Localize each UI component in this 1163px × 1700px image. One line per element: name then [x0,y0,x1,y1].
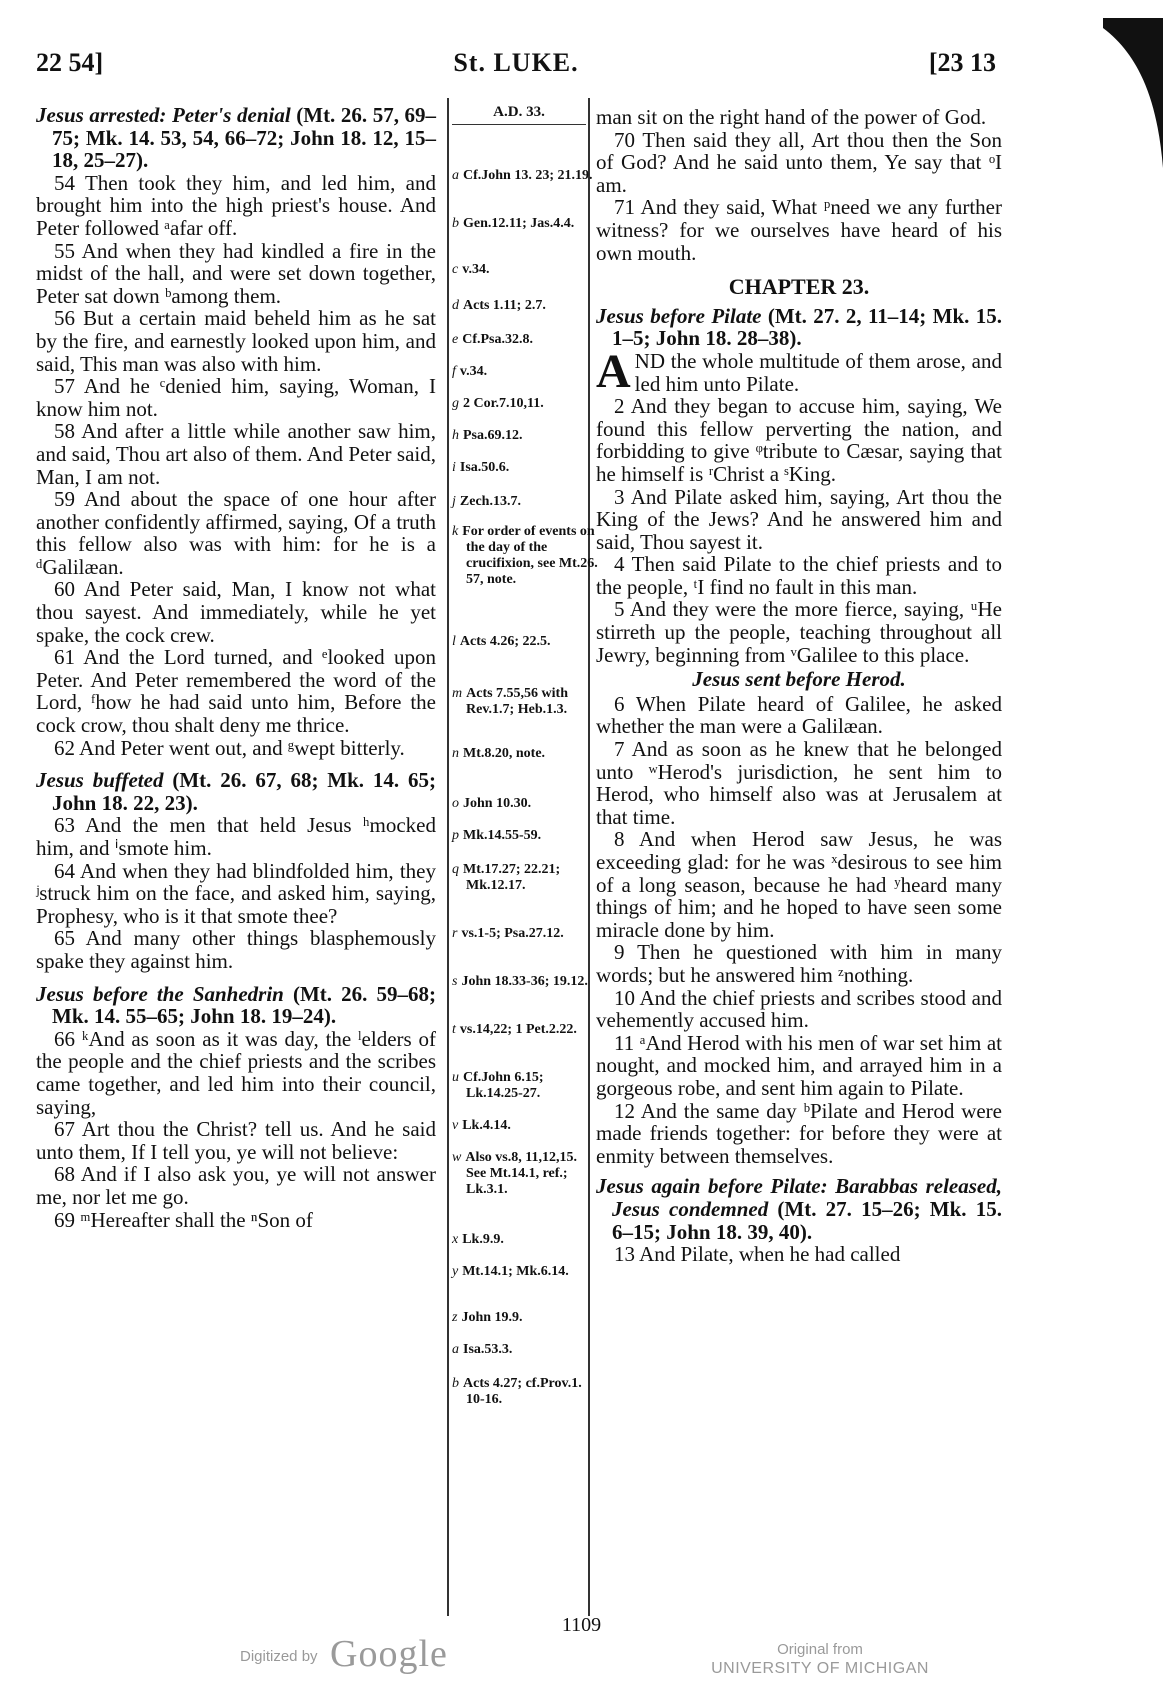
marginal-note [452,1150,600,1198]
marginal-note-key: f [452,364,456,379]
marginal-note [452,262,600,278]
verse: 64 And when they had blindfolded him, they ʲstruck him on the face, and asked him, saying, Prophesy, who is it that smote thee? [36,858,436,928]
marginal-note-key: d [452,298,459,313]
verse-69-continuation: man sit on the right hand of the power of God. [596,105,987,129]
marginal-note [452,1310,600,1326]
verse: 66 ᵏAnd as soon as it was day, the ˡelders of the people and the chief priests and the scribes came together, and led him into their council, saying, [36,1026,436,1119]
section-heading-herod: Jesus sent before Herod. [692,667,906,692]
verse: 60 And Peter said, Man, I know not what thou sayest. And immediately, while he yet spake, the cock crew. [36,577,436,647]
section-heading-title: Jesus buffeted [36,768,164,793]
verse: 68 And if I also ask you, ye will not answer me, nor let me go. [36,1162,436,1209]
marginal-note-key: t [452,1022,456,1037]
marginal-note [452,494,600,510]
verse-23-12: 12 And the same day ᵇPilate and Herod were made friends together: for before they were at enmity between themselves. [596,1098,1002,1168]
marginal-note-key: c [452,262,459,277]
verse: 67 Art thou the Christ? tell us. And he said unto them, If I tell you, ye will not believe: [36,1117,436,1164]
verse-23-8: 8 And when Herod saw Jesus, he was exceeding glad: for he was ˣdesirous to see him of a long season, because he had ʸheard many things of him; and he hoped to have seen some miracle done by him. [596,827,1002,942]
marginal-note-key: m [452,686,463,701]
marginal-note-key: o [452,796,459,811]
marginal-note [452,168,600,184]
page-header [36,48,996,88]
digitized-by-label: Digitized by [240,1648,318,1665]
verse: 69 ᵐHereafter shall the ⁿSon of [54,1207,313,1232]
marginal-note-text: Acts 1.11; 2.7. [463,298,546,313]
section-heading [36,983,436,1028]
marginal-note [452,332,600,348]
verse-23-3: 3 And Pilate asked him, saying, Art thou the King of the Jews? And he answered him and said, Thou sayest it. [596,484,1002,554]
marginal-note [452,460,600,476]
marginal-note [452,396,600,412]
marginal-note-key: j [452,494,456,509]
marginal-note [452,926,600,942]
header-book-title: St. LUKE. [453,48,579,77]
marginal-note-text: Gen.12.11; Jas.4.4. [463,216,575,231]
marginal-note-key: p [452,828,459,843]
marginal-note [452,796,600,812]
original-from-label: Original from [777,1641,863,1658]
marginal-note-text: Acts 7.55,56 with Rev.1.7; Heb.1.3. [466,686,569,717]
marginal-note-text: Also vs.8, 11,12,15. See Mt.14.1, ref.; Lk.3.1. [465,1150,577,1197]
marginal-note-key: k [452,524,459,539]
marginal-note [452,1376,600,1408]
verse-23-7: 7 And as soon as he knew that he belonged unto ʷHerod's jurisdiction, he sent him to Herod, who himself also was at Jerusalem at that time. [596,737,1002,829]
marginal-note-text: John 19.9. [461,1310,523,1325]
marginal-note [452,1264,600,1280]
marginal-references-column [452,104,598,1407]
marginal-note [452,974,600,990]
marginal-note-text: Acts 4.26; 22.5. [459,634,551,649]
marginal-note-text: John 18.33-36; 19.12. [461,974,588,989]
verse-23-1: AND the whole multitude of them arose, and led him unto Pilate. [596,344,1002,398]
verse-23-13: 13 And Pilate, when he had called [614,1242,901,1267]
section-heading-title: Jesus before the Sanhedrin [36,981,284,1006]
verse: 56 But a certain maid beheld him as he sat by the fire, and earnestly looked upon him, and said, This man was also with him. [36,306,436,376]
marginal-note-key: b [452,216,459,231]
marginal-note-text: vs.1-5; Psa.27.12. [461,926,564,941]
verse-23-4: 4 Then said Pilate to the chief priests and to the people, ᵗI find no fault in this man. [596,552,1002,599]
marginal-note [452,746,600,762]
chapter-heading: CHAPTER 23. [728,274,870,300]
marginal-note-text: Mk.14.55-59. [463,828,542,843]
marginal-note-key: x [452,1232,459,1247]
column-divider-left [447,98,449,1616]
marginal-note [452,862,600,894]
verse-70: 70 Then said they all, Art thou then the Son of God? And he said unto them, Ye say that ᵒI am. [596,127,1002,197]
marginal-note-key: n [452,746,459,761]
verse: 54 Then took they him, and led him, and brought him into the high priest's house. And Peter followed ᵃafar off. [36,170,436,240]
section-heading [36,104,436,172]
verse-23-5: 5 And they were the more fierce, saying, ᵘHe stirreth up the people, teaching throughout all Jewry, beginning from ᵛGalilee to this place. [596,597,1002,667]
marginal-note-text: Cf.John 6.15; Lk.14.25-27. [463,1070,544,1101]
verse-23-2: 2 And they began to accuse him, saying, We found this fellow perverting the nation, and forbidding to give ᵠtribute to Cæsar, saying that he himself is ʳChrist a ˢKing. [596,394,1002,486]
marginal-note [452,686,600,718]
section-heading [36,769,436,814]
section-heading-refs: (Mt. 26. 59–68; Mk. 14. 55–65; John 18. 19–24). [52,981,436,1029]
marginal-note-key: w [452,1150,462,1165]
marginal-note-key: a [452,168,459,183]
section-heading-refs: (Mt. 26. 67, 68; Mk. 14. 65; John 18. 22, 23). [52,768,437,815]
marginal-note-text: vs.14,22; 1 Pet.2.22. [459,1022,577,1037]
marginal-note-key: u [452,1070,459,1085]
marginal-note-key: r [452,926,458,941]
marginal-note [452,298,600,314]
verse-23-9: 9 Then he questioned with him in many words; but he answered him ᶻnothing. [596,940,1002,987]
verse: 57 And he ᶜdenied him, saying, Woman, I know him not. [36,374,436,421]
verse: 61 And the Lord turned, and ᵉlooked upon Peter. And Peter remembered the word of the Lord, ᶠhow he had said unto him, Before the cock crow, thou shalt deny me thrice. [36,645,436,738]
marginal-note-text: Mt.14.1; Mk.6.14. [462,1264,569,1279]
verse-23-11: 11 ᵃAnd Herod with his men of war set him at nought, and mocked him, and arrayed him in a gorgeous robe, and sent him again to Pilate. [596,1030,1002,1100]
marginal-note [452,1232,600,1248]
marginal-note-key: v [452,1118,459,1133]
marginal-note-key: q [452,862,459,877]
marginal-note-text: Cf.John 13. 23; 21.19. [463,168,593,183]
marginal-note-text: Mt.17.27; 22.21; Mk.12.17. [463,862,561,893]
marginal-note [452,364,600,380]
marginal-note-text: Acts 4.27; cf.Prov.1. 10-16. [463,1376,582,1407]
section-heading-refs: (Mt. 26. 57, 69–75; Mk. 14. 53, 54, 66–72; John 18. 12, 15–18, 25–27). [52,103,437,173]
marginal-note [452,524,600,588]
marginal-note-text: John 10.30. [463,796,532,811]
marginal-note-text: Lk.4.14. [462,1118,511,1133]
header-left-ref: 22 54] [36,48,104,77]
marginal-note-text: Psa.69.12. [463,428,523,443]
marginal-note [452,1022,600,1038]
marginal-note-text: v.34. [462,262,490,277]
section-heading-barabbas: Jesus again before Pilate: Barabbas released, Jesus condemned (Mt. 27. 15–26; Mk. 15. 6–15; John 18. 39, 40). [596,1174,1002,1244]
verse: 65 And many other things blasphemously spake they against him. [36,926,436,973]
verse: 59 And about the space of one hour after another confidently affirmed, saying, Of a truth this fellow also was with him: for he is a ᵈGalilæan. [36,487,436,579]
marginal-note-text: Isa.53.3. [463,1342,513,1357]
marginal-note [452,1342,600,1358]
marginal-note-text: For order of events on the day of the crucifixion, see Mt.26. 57, note. [462,524,598,587]
left-text-column [36,104,436,1231]
marginal-note-key: e [452,332,459,347]
marginal-note-key: l [452,634,456,649]
marginal-note-key: a [452,1342,459,1357]
marginal-note-text: Lk.9.9. [462,1232,504,1247]
marginal-note-text: 2 Cor.7.10,11. [463,396,544,411]
marginal-note-key: z [452,1310,458,1325]
marginal-note-key: i [452,460,456,475]
verse: 62 And Peter went out, and ᵍwept bitterly. [54,735,405,760]
verse-23-10: 10 And the chief priests and scribes stood and vehemently accused him. [596,985,1002,1033]
marginal-note-text: Cf.Psa.32.8. [462,332,533,347]
marginal-note-key: g [452,396,459,411]
marginal-note-key: y [452,1264,459,1279]
marginal-note [452,634,600,650]
verse: 55 And when they had kindled a fire in the midst of the hall, and were set down together, Peter sat down ᵇamong them. [36,238,436,308]
section-heading-pilate: Jesus before Pilate (Mt. 27. 2, 11–14; Mk. 15. 1–5; John 18. 28–38). [596,303,1002,351]
marginal-note-key: h [452,428,459,443]
marginal-note [452,1070,600,1102]
marginal-note-key: b [452,1376,459,1391]
source-attribution [700,1640,940,1678]
marginal-note-text: Isa.50.6. [459,460,510,475]
marginal-note [452,216,600,232]
marginal-note [452,1118,600,1134]
marginal-note [452,828,600,844]
marginal-note-text: Mt.8.20, note. [463,746,546,761]
page-number: 1109 [561,1614,602,1636]
marginal-note-key: s [452,974,458,989]
right-text-column [596,106,1002,1266]
university-label: UNIVERSITY OF MICHIGAN [711,1660,929,1677]
page-corner-shadow-icon [1103,18,1163,168]
marginal-note [452,428,600,444]
verse: 58 And after a little while another saw him, and said, Thou art also of them. And Peter said, Man, I am not. [36,419,436,489]
header-right-ref: [23 13 [928,48,996,77]
verse: 63 And the men that held Jesus ʰmocked him, and ⁱsmote him. [36,813,436,860]
drop-cap: A [596,344,631,398]
section-heading-title: Jesus arrested: Peter's denial [36,103,291,127]
verse-71: 71 And they said, What ᵖneed we any further witness? for we ourselves have heard of his own mouth. [596,195,1002,265]
marginal-note-text: v.34. [459,364,488,379]
marginal-note-text: Zech.13.7. [459,494,521,509]
verse-23-6: 6 When Pilate heard of Galilee, he asked whether the man were a Galilæan. [596,691,1002,739]
anno-domini-label: A.D. 33. [452,104,586,125]
google-logo: Google [330,1633,448,1675]
